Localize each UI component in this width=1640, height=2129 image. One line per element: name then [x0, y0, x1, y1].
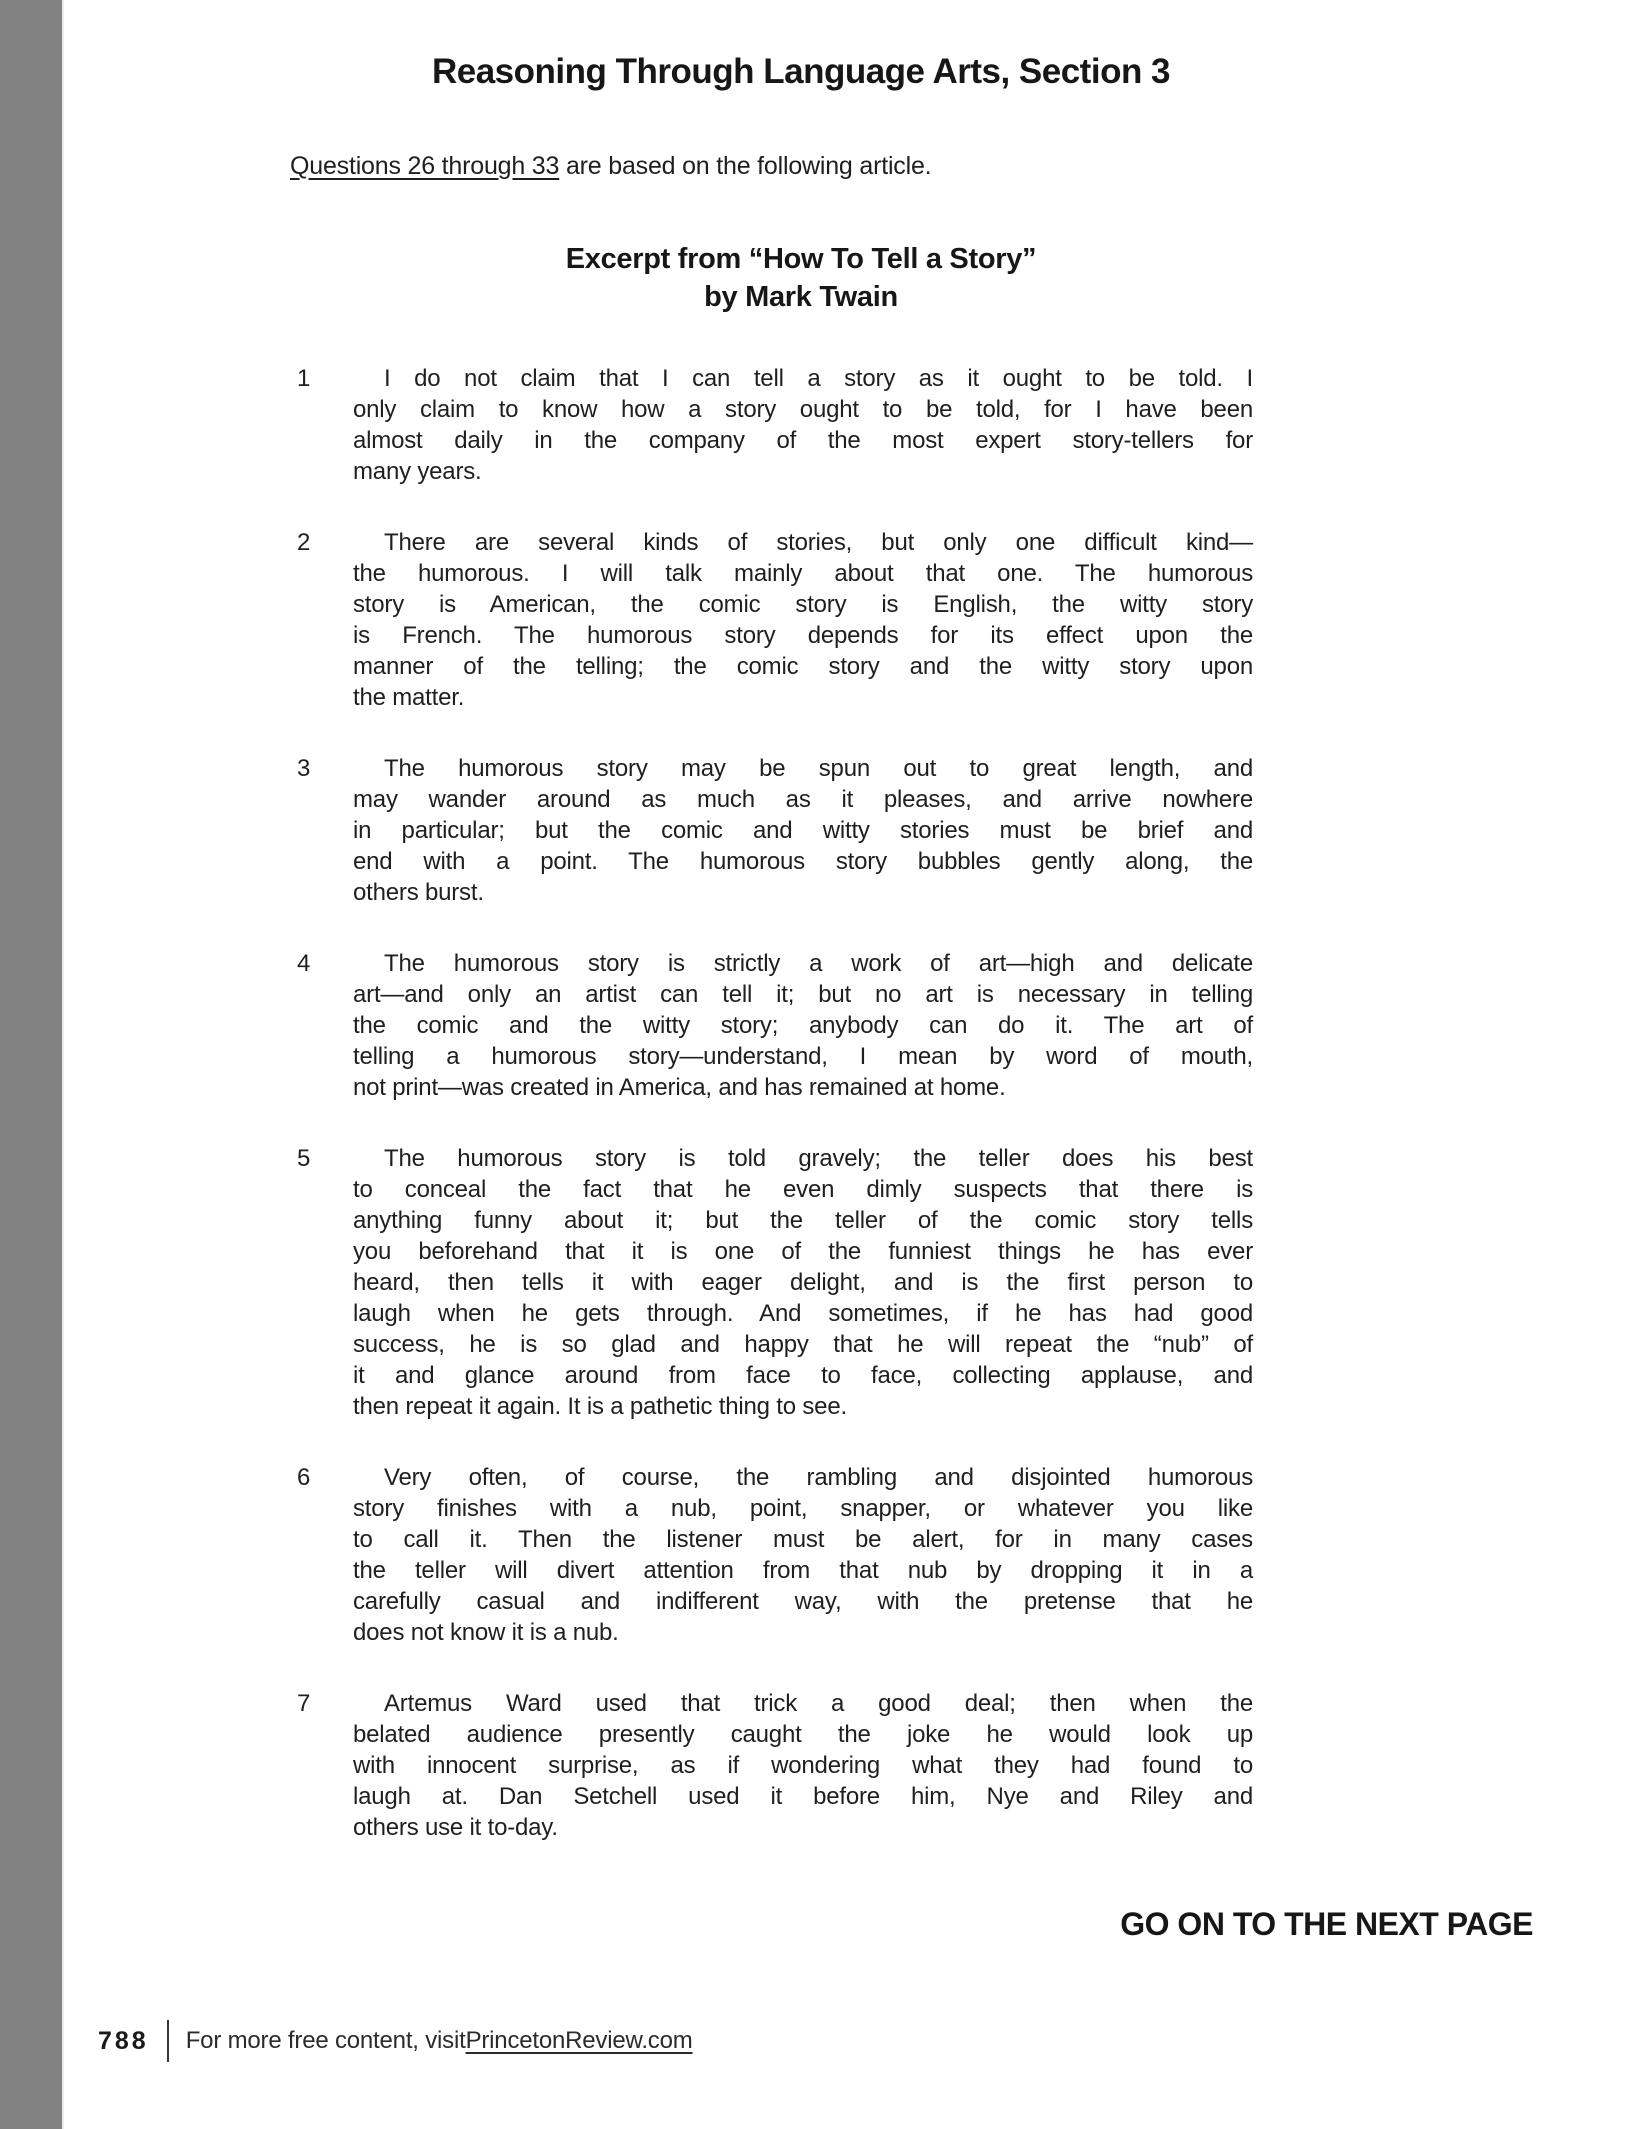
paragraph-line: story is American, the comic story is English, the witty story: [353, 591, 1253, 618]
paragraph-line: Very often, of course, the rambling and disjointed humorous: [384, 1464, 1253, 1491]
paragraph-line: the teller will divert attention from that nub by dropping it in a: [353, 1557, 1253, 1584]
paragraph-line: to call it. Then the listener must be alert, for in many cases: [353, 1526, 1253, 1553]
paragraph-line: does not know it is a nub.: [353, 1619, 619, 1646]
paragraph-line: carefully casual and indifferent way, with the pretense that he: [353, 1588, 1253, 1615]
paragraph-number: 1: [297, 365, 311, 392]
page-spine-bar: [0, 0, 64, 2129]
article-paragraph: [297, 363, 1253, 487]
paragraph-line: success, he is so glad and happy that he will repeat the “nub” of: [353, 1331, 1253, 1358]
paragraph-line: you beforehand that it is one of the funniest things he has ever: [353, 1238, 1253, 1265]
paragraph-line: telling a humorous story—understand, I mean by word of mouth,: [353, 1043, 1253, 1070]
article-body: [297, 363, 1253, 1883]
article-paragraph: [297, 1462, 1253, 1648]
article-paragraph: [297, 1143, 1253, 1422]
intro-line: [290, 152, 931, 181]
paragraph-line: laugh when he gets through. And sometimes, if he has had good: [353, 1300, 1253, 1327]
paragraph-line: laugh at. Dan Setchell used it before him, Nye and Riley and: [353, 1783, 1253, 1810]
paragraph-line: many years.: [353, 458, 482, 485]
paragraph-line: The humorous story is told gravely; the teller does his best: [384, 1145, 1253, 1172]
paragraph-line: The humorous story is strictly a work of art—high and delicate: [384, 950, 1253, 977]
article-heading: [290, 240, 1312, 316]
paragraph-line: then repeat it again. It is a pathetic thing to see.: [353, 1393, 847, 1420]
article-heading-author: by Mark Twain: [704, 281, 898, 313]
paragraph-line: in particular; but the comic and witty stories must be brief and: [353, 817, 1253, 844]
article-paragraph: [297, 1688, 1253, 1843]
paragraph-number: 2: [297, 529, 311, 556]
go-on-instruction: GO ON TO THE NEXT PAGE: [1120, 1906, 1533, 1942]
page-number: 788: [98, 2026, 149, 2055]
paragraph-number: 4: [297, 950, 311, 977]
paragraph-line: others use it to-day.: [353, 1814, 558, 1841]
paragraph-line: only claim to know how a story ought to be told, for I have been: [353, 396, 1253, 423]
footer-text: For more free content, visit: [185, 2027, 466, 2054]
paragraph-line: may wander around as much as it pleases, and arrive nowhere: [353, 786, 1253, 813]
article-paragraph: [297, 948, 1253, 1103]
paragraph-line: belated audience presently caught the joke he would look up: [353, 1721, 1253, 1748]
paragraph-line: is French. The humorous story depends for its effect upon the: [353, 622, 1253, 649]
paragraph-line: not print—was created in America, and has remained at home.: [353, 1074, 1006, 1101]
intro-question-range: Questions 26 through 33: [290, 152, 560, 180]
article-heading-title: Excerpt from “How To Tell a Story”: [565, 243, 1037, 275]
paragraph-number: 5: [297, 1145, 311, 1172]
footer-divider: [167, 2020, 169, 2062]
paragraph-line: the matter.: [353, 684, 465, 711]
paragraph-line: The humorous story may be spun out to great length, and: [384, 755, 1253, 782]
paragraph-line: There are several kinds of stories, but only one difficult kind—: [384, 529, 1253, 556]
paragraph-line: anything funny about it; but the teller of the comic story tells: [353, 1207, 1253, 1234]
page-footer: [98, 2018, 693, 2064]
paragraph-line: art—and only an artist can tell it; but no art is necessary in telling: [353, 981, 1253, 1008]
paragraph-line: with innocent surprise, as if wondering what they had found to: [353, 1752, 1253, 1779]
section-title: Reasoning Through Language Arts, Section 3: [431, 52, 1171, 91]
paragraph-line: story finishes with a nub, point, snapper, or whatever you like: [353, 1495, 1253, 1522]
paragraph-line: the comic and the witty story; anybody can do it. The art of: [353, 1012, 1253, 1039]
footer-link[interactable]: PrincetonReview.com: [465, 2027, 693, 2054]
paragraph-line: Artemus Ward used that trick a good deal; then when the: [384, 1690, 1253, 1717]
article-paragraph: [297, 527, 1253, 713]
paragraph-line: manner of the telling; the comic story and the witty story upon: [353, 653, 1253, 680]
paragraph-line: heard, then tells it with eager delight, and is the first person to: [353, 1269, 1253, 1296]
paragraph-line: others burst.: [353, 879, 484, 906]
paragraph-number: 7: [297, 1690, 311, 1717]
paragraph-line: I do not claim that I can tell a story as it ought to be told. I: [384, 365, 1253, 392]
article-paragraph: [297, 753, 1253, 908]
paragraph-line: almost daily in the company of the most expert story-tellers for: [353, 427, 1253, 454]
paragraph-number: 6: [297, 1464, 311, 1491]
paragraph-line: to conceal the fact that he even dimly suspects that there is: [353, 1176, 1253, 1203]
paragraph-number: 3: [297, 755, 311, 782]
paragraph-line: it and glance around from face to face, collecting applause, and: [353, 1362, 1253, 1389]
intro-rest: are based on the following article.: [559, 152, 932, 180]
paragraph-line: end with a point. The humorous story bubbles gently along, the: [353, 848, 1253, 875]
paragraph-line: the humorous. I will talk mainly about that one. The humorous: [353, 560, 1253, 587]
